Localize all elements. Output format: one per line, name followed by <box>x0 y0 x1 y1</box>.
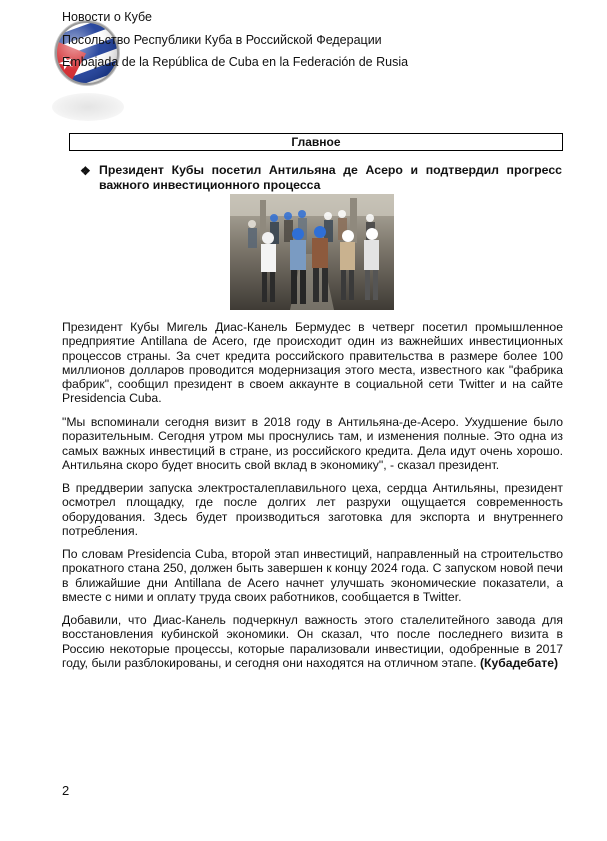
page-number: 2 <box>62 783 70 798</box>
header-embassy-ru: Посольство Республики Куба в Российской Федерации <box>62 33 382 47</box>
header-embassy-es: Embajada de la República de Cuba en la Federación de Rusia <box>62 55 409 69</box>
article-paragraph-text: Добавили, что Диас-Канель подчеркнул важность этого сталелитейного завода для восстановления кубинской экономики. Он сказал, что после последнего визита в Россию некоторые процессы, которые парализовали инвестиции, одобренные в 2017 году, были разблокированы, и сегодня они находятся на отличном этапе. <box>62 613 563 670</box>
article-photo <box>230 194 394 310</box>
article-paragraph-last <box>62 613 563 670</box>
faded-mark <box>52 93 124 121</box>
section-title: Главное <box>69 133 563 151</box>
article-paragraph: В преддверии запуска электросталеплавильного цеха, сердца Антильяны, президент осмотрел площадку, где после долгих лет разрухи ощущается современность оборудования. Здесь будет производиться заготовка для экспорта и внутреннего потребления. <box>62 481 563 538</box>
cuban-flag-logo <box>52 18 122 88</box>
article-source: (Кубадебате) <box>479 655 559 670</box>
bullet-icon: ❖ <box>80 164 91 178</box>
article-paragraph: Президент Кубы Мигель Диас-Канель Бермудес в четверг посетил промышленное предприятие Antillana de Acero, где происходит один из важнейших инвестиционных процессов страны. За счет кредита российского правительства в размере более 100 миллионов долларов проводится модернизация этого места, известного как "фабрика фабрик", сообщил президент в своем аккаунте в социальной сети Twitter и на сайте Presidencia Cuba. <box>62 320 563 406</box>
header-title: Новости о Кубе <box>62 10 152 24</box>
article-paragraph: "Мы вспоминали сегодня визит в 2018 году в Антильяна-де-Асеро. Ухудшение было поразительным. Сегодня утром мы проснулись там, и изменения полные. Это одна из самых важных инвестиций в стране, из российского кредита. Дела идут очень хорошо. Антильяна скоро будет вносить свой вклад в экономику", - сказал президент. <box>62 415 563 472</box>
article-paragraph: По словам Presidencia Cuba, второй этап инвестиций, направленный на строительство прокатного стана 250, должен быть завершен к концу 2024 года. С запуском новой печи в ближайшие дни Antillana de Acero начнет улучшать экономические показатели, а вместе с ними и оплату труда своих работников, сообщается в Twitter. <box>62 547 563 604</box>
article-headline: Президент Кубы посетил Антильяна де Асеро и подтвердил прогресс важного инвестиционного процесса <box>99 163 562 192</box>
